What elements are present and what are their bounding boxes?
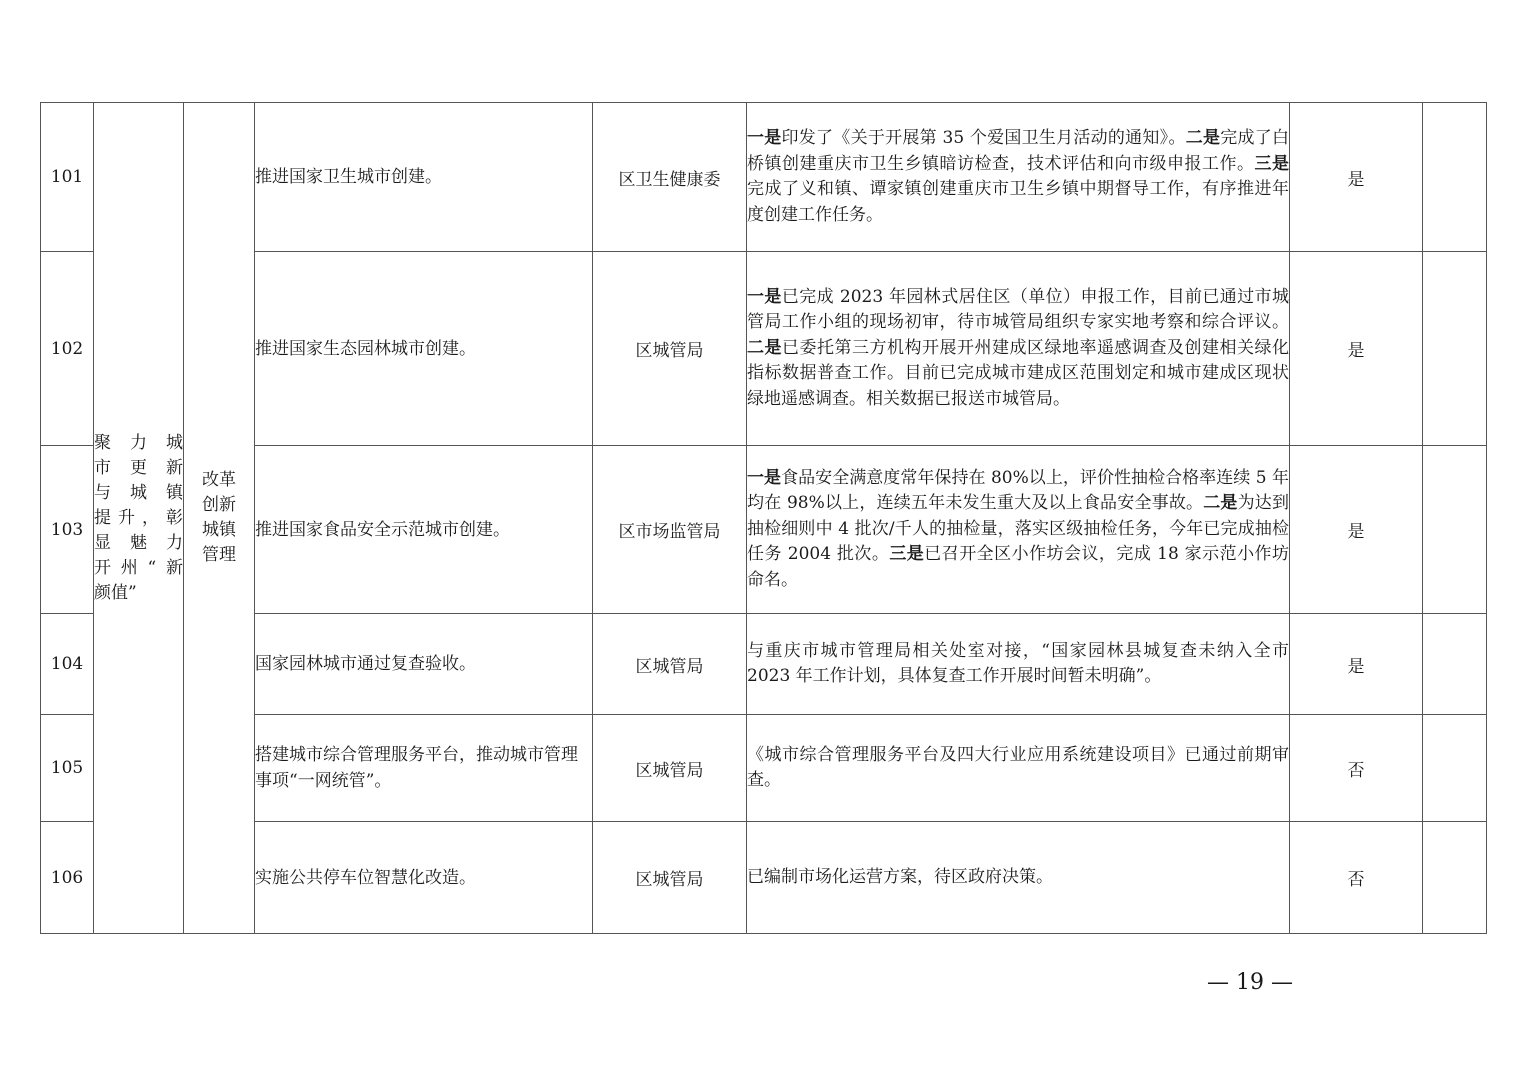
- remark-cell: [1423, 252, 1487, 446]
- category-level1-line: 开州“新: [94, 557, 183, 578]
- progress-text: 已编制市场化运营方案，待区政府决策。: [747, 866, 1053, 887]
- completion-status: 是: [1290, 446, 1423, 614]
- progress-lead-label: 三是: [1254, 153, 1289, 174]
- task-description: 国家园林城市通过复查验收。: [255, 614, 593, 715]
- item-number: 101: [41, 103, 94, 252]
- task-description: 搭建城市综合管理服务平台，推动城市管理事项“一网统管”。: [255, 715, 593, 822]
- progress-text: 与重庆市城市管理局相关处室对接，“国家园林县城复查未纳入全市 2023 年工作计划，具体复查工作开展时间暂未明确”。: [747, 640, 1289, 686]
- progress-lead-label: 一是: [747, 467, 782, 488]
- responsible-department: 区城管局: [593, 614, 747, 715]
- category-level1-line: 与城镇: [94, 482, 183, 503]
- completion-status: 是: [1290, 614, 1423, 715]
- remark-cell: [1423, 822, 1487, 934]
- category-level1-line: 聚力城: [94, 432, 183, 453]
- item-number: 104: [41, 614, 94, 715]
- responsible-department: 区城管局: [593, 252, 747, 446]
- progress-lead-label: 二是: [747, 337, 782, 358]
- remark-cell: [1423, 103, 1487, 252]
- remark-cell: [1423, 614, 1487, 715]
- progress-description: [747, 715, 1290, 822]
- category-level2: [184, 103, 255, 934]
- category-level1-line: 显魅力: [94, 532, 183, 553]
- category-level2-line: 创新: [202, 495, 236, 515]
- category-level1-line: 颜值”: [94, 582, 137, 603]
- progress-lead-label: 一是: [747, 286, 782, 307]
- category-level1-line: 提升，彰: [94, 507, 183, 528]
- table-row: [41, 715, 1487, 822]
- progress-description: [747, 822, 1290, 934]
- progress-description: [747, 103, 1290, 252]
- completion-status: 否: [1290, 822, 1423, 934]
- category-level2-line: 改革: [202, 470, 236, 490]
- responsible-department: 区卫生健康委: [593, 103, 747, 252]
- progress-text: 《城市综合管理服务平台及四大行业应用系统建设项目》已通过前期审查。: [747, 744, 1289, 790]
- progress-lead-label: 一是: [747, 128, 782, 148]
- progress-description: [747, 614, 1290, 715]
- table-row: [41, 252, 1487, 446]
- task-description: 推进国家卫生城市创建。: [255, 103, 593, 252]
- task-description: 实施公共停车位智慧化改造。: [255, 822, 593, 934]
- task-description: 推进国家生态园林城市创建。: [255, 252, 593, 446]
- progress-table: [40, 102, 1487, 934]
- category-level2-line: 管理: [202, 545, 236, 565]
- item-number: 106: [41, 822, 94, 934]
- progress-text: 完成了义和镇、谭家镇创建重庆市卫生乡镇中期督导工作，有序推进年度创建工作任务。: [747, 179, 1289, 225]
- progress-description: [747, 446, 1290, 614]
- table-row: [41, 614, 1487, 715]
- progress-description: [747, 252, 1290, 446]
- progress-text: 为达到抽检细则中 4 批次/千人的抽检量，落实区级抽检任务，今年已完成抽检任务 2004 批次。: [747, 493, 1289, 565]
- progress-text: 完成了白桥镇创建重庆市卫生乡镇暗访检查，技术评估和向市级申报工作。: [747, 128, 1290, 174]
- item-number: 103: [41, 446, 94, 614]
- category-level1-line: 市更新: [94, 457, 183, 478]
- progress-text: 已完成 2023 年园林式居住区（单位）申报工作，目前已通过市城管局工作小组的现场初审，待市城管局组织专家实地考察和综合评议。: [747, 286, 1289, 333]
- task-description: 推进国家食品安全示范城市创建。: [255, 446, 593, 614]
- completion-status: 否: [1290, 715, 1423, 822]
- item-number: 105: [41, 715, 94, 822]
- progress-lead-label: 二是: [1185, 128, 1221, 148]
- completion-status: 是: [1290, 252, 1423, 446]
- page-number: — 19 —: [1207, 970, 1293, 995]
- progress-text: 已召开全区小作坊会议，完成 18 家示范小作坊命名。: [747, 544, 1289, 590]
- progress-text: 已委托第三方机构开展开州建成区绿地率遥感调查及创建相关绿化指标数据普查工作。目前已完成城市建成区范围划定和城市建成区现状绿地遥感调查。相关数据已报送市城管局。: [747, 337, 1289, 409]
- table-row: [41, 446, 1487, 614]
- progress-lead-label: 二是: [1203, 493, 1238, 514]
- responsible-department: 区城管局: [593, 822, 747, 934]
- responsible-department: 区城管局: [593, 715, 747, 822]
- table-body: [41, 103, 1487, 934]
- remark-cell: [1423, 715, 1487, 822]
- category-level1: [94, 103, 184, 934]
- progress-lead-label: 三是: [889, 544, 925, 565]
- table-row: [41, 103, 1487, 252]
- category-level2-line: 城镇: [202, 520, 236, 540]
- table-row: [41, 822, 1487, 934]
- responsible-department: 区市场监管局: [593, 446, 747, 614]
- completion-status: 是: [1290, 103, 1423, 252]
- remark-cell: [1423, 446, 1487, 614]
- progress-text: 食品安全满意度常年保持在 80%以上，评价性抽检合格率连续 5 年均在 98%以上，连续五年未发生重大及以上食品安全事故。: [747, 467, 1290, 514]
- progress-text: 印发了《关于开展第 35 个爱国卫生月活动的通知》。: [781, 128, 1186, 148]
- item-number: 102: [41, 252, 94, 446]
